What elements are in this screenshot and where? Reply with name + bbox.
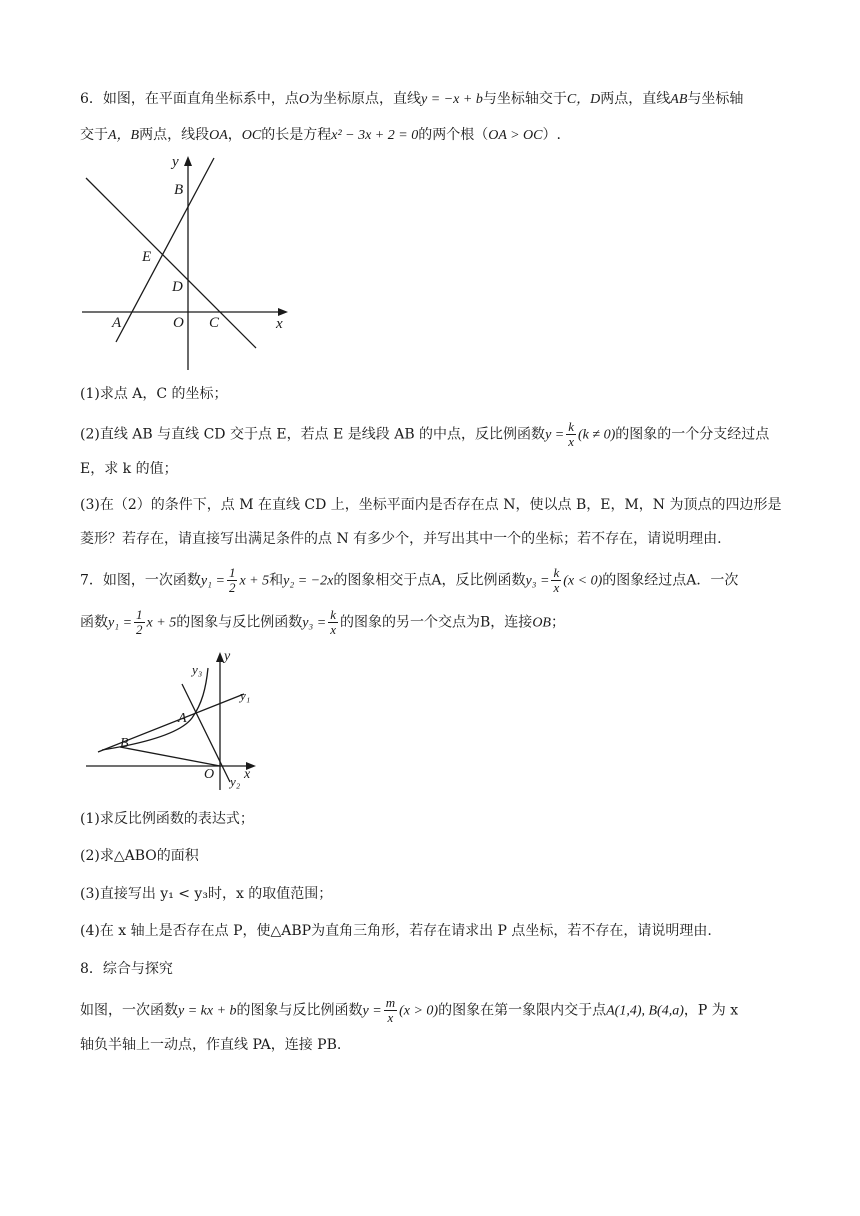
label-x: x [276,316,283,332]
denominator: x [330,622,337,637]
text: (2)直线 AB 与直线 CD 交于点 E，若点 E 是线段 AB 的中点，反比例函数 [80,426,546,443]
denominator: x [568,434,575,449]
label-b: B [120,736,129,751]
text: 的图象的另一个交点为B，连接 [340,614,533,631]
text: 交于 [80,127,108,143]
text: 与坐标轴 [687,91,744,107]
q7-line-1 [80,566,810,595]
label-y3: y₃ [192,662,203,677]
condition: (x > 0) [399,1003,439,1019]
math-cd: C，D [566,92,601,107]
fraction [551,566,561,595]
text: 为坐标原点，直线 [309,91,422,107]
equation: y = [545,427,565,443]
denominator: x [387,1010,394,1025]
label-o: O [204,767,215,782]
q6-part-3-cont: 菱形？若存在，请直接写出满足条件的点 N 有多少个，并写出其中一个的坐标；若不存在，请说明理由. [80,531,722,547]
denominator: 2 [228,580,236,595]
text: 6．如图，在平面直角坐标系中，点 [80,91,299,107]
text: 的长是方程 [261,127,332,143]
fraction [227,566,238,595]
condition: (x < 0) [563,573,603,589]
text: 和 [269,572,284,589]
math-ab: AB [670,92,688,107]
label-y2: y₂ [230,774,241,789]
numerator: 1 [228,565,236,580]
text: 如图，一次函数 [80,1002,178,1019]
y-axis-arrow [216,652,224,662]
equation: y₃ = [302,615,327,631]
math-oa: OA [209,128,228,143]
equation: y = kx + b [178,1003,237,1019]
q8-line-1 [80,996,810,1025]
q7-line-2 [80,608,810,637]
q6-line-1 [80,88,810,111]
q7-part-2: (2)求△ABO的面积 [80,848,199,864]
label-e: E [142,249,152,265]
q7-part-4: (4)在 x 轴上是否存在点 P，使△ABP为直角三角形，若存在请求出 P 点坐标，若不存在，请说明理由. [80,923,712,939]
fraction [134,608,145,637]
text: 两点，直线 [600,91,671,107]
label-x: x [244,767,251,782]
math-o: O [298,92,310,107]
numerator: k [330,607,337,622]
q8-line-2: 轴负半轴上一动点，作直线 PA，连接 PB. [80,1037,342,1053]
label-y1: y₁ [240,688,251,703]
y-axis-arrow [184,156,192,166]
text: 的两个根（ [418,127,489,143]
points: A(1,4), B(4,a) [606,1003,684,1019]
label-y: y [172,154,179,170]
condition: (k ≠ 0) [578,427,616,443]
curve-y3 [102,668,208,750]
q6-part-3: (3)在（2）的条件下，点 M 在直线 CD 上，坐标平面内是否存在点 N，使以点 B，E，M，N 为顶点的四边形是 [80,497,782,513]
numerator: m [385,995,396,1010]
text: 的图象与反比例函数 [176,614,303,631]
text: 的图象在第一象限内交于点 [438,1002,607,1019]
text: 函数 [80,614,108,631]
text: ）. [542,127,561,143]
equation: x² − 3x + 2 = 0 [331,128,419,143]
equation: y₁ = [200,573,225,589]
text: 7．如图，一次函数 [80,572,201,589]
text: 的图象经过点A．一次 [602,572,739,589]
fraction [328,608,338,637]
label-o: O [173,315,184,331]
equation: y₁ = [108,615,133,631]
inequality: OA > OC [488,128,543,143]
q6-line-2 [80,124,810,147]
label-c: C [209,315,220,331]
numerator: k [568,419,575,434]
text: 的图象的一个分支经过点 [615,426,770,443]
q7-figure [80,648,265,792]
numerator: k [553,565,560,580]
denominator: x [553,580,560,595]
line-ab [116,158,214,342]
text: 的图象相交于点A，反比例函数 [333,572,526,589]
label-b: B [174,182,184,198]
equation: y = −x + b [421,92,483,107]
q7-part-3: (3)直接写出 y₁ < y₃时，x 的取值范围； [80,886,333,902]
x-axis-arrow [278,308,288,316]
label-d: D [172,279,183,295]
q6-part-2-cont: E，求 k 的值； [80,461,178,477]
equation: y₃ = [525,573,550,589]
q8-title: 8．综合与探究 [80,961,173,977]
label-a: A [112,315,122,331]
text: ，P 为 x [683,1002,739,1019]
equation: y₂ = −2x [283,573,334,589]
text: ， [227,127,242,143]
denominator: 2 [136,622,143,637]
numerator: 1 [136,607,143,622]
q6-part-2 [80,420,810,449]
text: 两点，线段 [139,127,210,143]
math-ab: A，B [108,128,140,143]
fraction [566,420,576,449]
label-y: y [224,649,231,664]
text: ； [550,614,565,631]
equation: y = [362,1003,382,1019]
label-a: A [178,711,187,726]
math-ob: OB [532,615,551,631]
q7-part-1: (1)求反比例函数的表达式； [80,811,254,827]
equation: x + 5 [239,573,270,589]
math-oc: OC [241,128,262,143]
text: 的图象与反比例函数 [236,1002,363,1019]
segment-ob [120,747,220,766]
q6-part-1: (1)求点 A，C 的坐标； [80,386,228,402]
fraction [384,996,397,1025]
equation: x + 5 [146,615,177,631]
q6-figure [78,152,298,374]
text: 与坐标轴交于 [482,91,567,107]
